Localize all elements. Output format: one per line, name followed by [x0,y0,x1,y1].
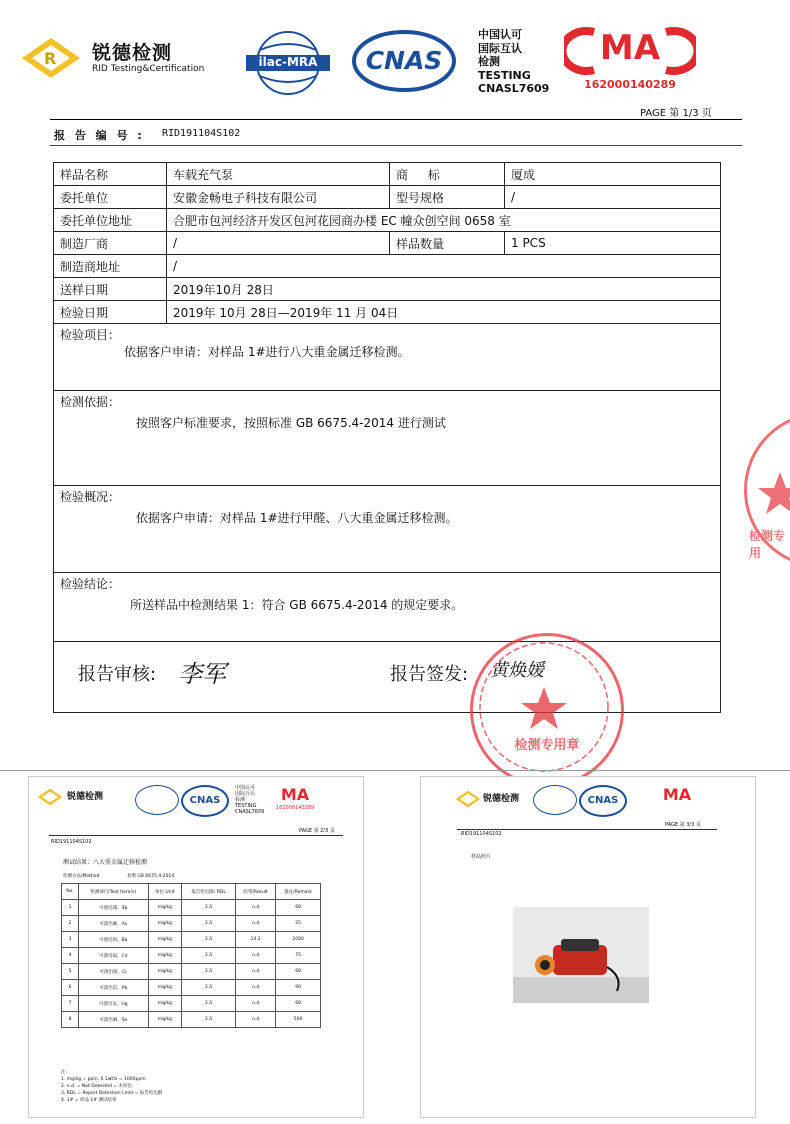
h-result: 结果/Result [236,884,276,900]
cell: 14.2 [236,932,276,948]
cell: 2.5 [182,1012,236,1028]
accr-line-2: 国际互认 [478,41,522,55]
p2-accr-1: 中国认可 [235,785,256,791]
cell: 可溶出硒，Se [79,1012,148,1028]
cell: 60 [276,996,321,1012]
h-remark: 备注/Remark [276,884,321,900]
table-row [62,900,321,916]
accr-line-4: TESTING [478,68,531,82]
maker-addr-value: / [167,255,721,278]
cell: n.d [236,964,276,980]
cell: 2.5 [182,948,236,964]
p2-accr-4: TESTING [235,803,257,809]
review-signature: 李军 [178,660,226,688]
note-line: 注: [61,1070,68,1075]
cell: mg/kg [148,932,182,948]
conclusion-body: 所送样品中检测结果 1：符合 GB 6675.4-2014 的规定要求。 [130,598,464,612]
page2-title: 测试结果：八大重金属迁移检测 [63,859,148,866]
cell: mg/kg [148,996,182,1012]
cell: 2 [62,916,79,932]
side-stamp [744,412,790,568]
cell: 2.5 [182,964,236,980]
cell: 60 [276,964,321,980]
cell: 2.5 [182,996,236,1012]
page3-ma-logo: MA [662,785,692,804]
sample-name-value: 车载充气泵 [167,163,390,186]
accr-line-5: CNASL7609 [478,82,550,95]
cell: 可溶出锑，Sb [79,900,148,916]
page3-report-no: RID191104S102 [461,831,502,837]
header-rule-2 [50,145,742,146]
page2-report-no: RID191104S102 [51,839,92,845]
review-label: 报告审核: [78,664,157,685]
page2-method-value: 参照 GB 6675.4-2014 [127,874,175,879]
cell: 1000 [276,932,321,948]
rid-logo-icon [20,36,82,80]
accr-line-1: 中国认可 [478,28,522,41]
overview-section [54,486,721,573]
cell: n.d [236,980,276,996]
basis-section [54,391,721,486]
cell: 500 [276,1012,321,1028]
trademark-value: 厦成 [505,163,721,186]
table-row [54,209,721,232]
cell: n.d [236,948,276,964]
cell: 可溶出铅，Pb [79,980,148,996]
brand-name-cn: 锐德检测 [92,42,173,64]
ma-text: MA [599,28,661,68]
table-row [54,163,721,186]
page3-photo-label: 样品照片 [471,854,492,860]
page2-ma-number: 162000140289 [275,805,315,811]
client-label: 委托单位 [54,186,167,209]
table-row [54,301,721,324]
client-addr-value: 合肥市包河经济开发区包河花园商办楼 EC 幢众创空间 0658 室 [167,209,721,232]
brand-name-en: RID Testing&Certification [92,64,205,74]
table-row [62,996,321,1012]
cell: 90 [276,980,321,996]
send-date-value: 2019年10月 28日 [167,278,721,301]
send-date-label: 送样日期 [54,278,167,301]
note-line: 1. mg/kg = ppm, 0.1wt% = 1000ppm [61,1077,146,1082]
ilac-text: ilac-MRA [258,55,318,69]
table-row [62,1012,321,1028]
cell: n.d [236,1012,276,1028]
table-row [54,573,721,642]
results-header-row [62,884,321,900]
trademark-label: 商 标 [390,163,505,186]
cell: 4 [62,948,79,964]
cell: mg/kg [148,964,182,980]
table-row [54,486,721,573]
page3-logo-icon [455,789,481,809]
results-table [61,883,321,1028]
cell: 2.5 [182,980,236,996]
table-row [62,964,321,980]
page3-ilac-logo [533,785,577,815]
h-rdl: 报告检出限/ RDL [182,884,236,900]
table-row [54,255,721,278]
page-number: PAGE 第 1/3 页 [640,108,712,119]
note-line: 2. n.d. = Not Detected = 未检出 [61,1084,132,1089]
cnas-logo [352,30,456,92]
table-row [62,980,321,996]
sign-label: 报告签发: [390,664,469,685]
page3-page-number: PAGE 第 3/3 页 [665,822,701,828]
svg-text:R: R [44,49,57,68]
page2-ma-logo: MA [280,785,310,804]
page2-rule [49,835,343,836]
table-row [54,324,721,391]
cell: 可溶出铬，Cr [79,964,148,980]
side-stamp-text: 检测专用 [749,529,786,560]
header-rule [50,119,742,120]
cell: 8 [62,1012,79,1028]
sign-signature: 黄焕媛 [490,660,544,681]
report-no-label: 报 告 编 号 : [54,129,145,142]
table-row [54,186,721,209]
cell: mg/kg [148,980,182,996]
table-row [54,391,721,486]
cell: n.d [236,916,276,932]
page2-ilac-logo [135,785,179,815]
h-item: 检测项目/Test Item(s) [79,884,148,900]
page3-cnas-logo: CNAS [579,785,627,817]
page2-accr [235,785,264,815]
report-info-table [53,162,721,713]
overview-body: 依据客户申请：对样品 1#进行甲醛、八大重金属迁移检测。 [136,511,458,525]
note-line: 3. RDL = Report Detection Limit = 报告检出限 [61,1091,163,1096]
accreditation-text [478,28,549,96]
cell: 6 [62,980,79,996]
h-no: No. [62,884,79,900]
cell: 可溶出砷，As [79,916,148,932]
cell: 2.5 [182,916,236,932]
cell: 60 [276,900,321,916]
sample-photo [513,907,649,1003]
cell: 3 [62,932,79,948]
page2-method-label: 检测方法/Method [63,874,100,879]
cell: mg/kg [148,948,182,964]
page-divider [0,770,790,771]
p2-accr-2: 国际互认 [235,791,256,797]
h-unit: 单位 Unit [148,884,182,900]
cell: 可溶出钡，Ba [79,932,148,948]
cell: n.d [236,996,276,1012]
table-row [62,916,321,932]
p2-accr-3: 检测 [235,797,246,803]
official-stamp [470,633,624,787]
conclusion-section [54,573,721,642]
cell: 2.5 [182,932,236,948]
p2-accr-5: CNASL7609 [235,809,265,815]
ma-number: 162000140289 [584,78,676,91]
basis-label: 检测依据： [60,395,121,409]
cell: 25 [276,916,321,932]
note-line: 4. 1# = 样品 1# 测试结果 [61,1098,117,1103]
client-value: 安徽金畅电子科技有限公司 [167,186,390,209]
accr-line-3: 检测 [478,55,500,68]
cell: 可溶出镉，Cd [79,948,148,964]
items-body: 依据客户申请：对样品 1#进行八大重金属迁移检测。 [124,345,410,359]
page2-page-number: PAGE 第 2/3 页 [299,828,335,834]
table-row [54,232,721,255]
sample-name-label: 样品名称 [54,163,167,186]
page2-thumbnail [28,776,364,1118]
test-date-value: 2019年 10月 28日—2019年 11 月 04日 [167,301,721,324]
model-value: / [505,186,721,209]
qty-value: 1 PCS [505,232,721,255]
items-label: 检验项目： [60,328,121,342]
page2-cnas-logo: CNAS [181,785,229,817]
page2-logo-icon [37,787,63,807]
page2-brand: 锐德检测 [67,792,104,802]
maker-addr-label: 制造商地址 [54,255,167,278]
test-date-label: 检验日期 [54,301,167,324]
cell: 75 [276,948,321,964]
page3-rule [457,829,717,830]
cell: mg/kg [148,900,182,916]
ilac-mra-logo [238,30,338,96]
page3-brand: 锐德检测 [483,794,520,804]
cell: 可溶出汞，Hg [79,996,148,1012]
cell: 2.5 [182,900,236,916]
maker-value: / [167,232,390,255]
qty-label: 样品数量 [390,232,505,255]
overview-label: 检验概况： [60,490,121,504]
stamp-text: 检测专用章 [514,738,580,753]
basis-body: 按照客户标准要求，按照标准 GB 6675.4-2014 进行测试 [136,416,446,430]
items-section [54,324,721,391]
report-no-value: RID191104S102 [162,128,241,139]
conclusion-label: 检验结论： [60,577,121,591]
cell: 5 [62,964,79,980]
table-row [62,932,321,948]
cell: mg/kg [148,1012,182,1028]
table-row [62,948,321,964]
table-row [54,278,721,301]
page3-thumbnail [420,776,756,1118]
cell: 7 [62,996,79,1012]
cell: n.d [236,900,276,916]
maker-label: 制造厂商 [54,232,167,255]
cnas-text: CNAS [365,46,443,75]
cell: 1 [62,900,79,916]
page2-notes [61,1069,162,1104]
client-addr-label: 委托单位地址 [54,209,167,232]
cell: mg/kg [148,916,182,932]
cma-logo [564,26,696,96]
model-label: 型号规格 [390,186,505,209]
